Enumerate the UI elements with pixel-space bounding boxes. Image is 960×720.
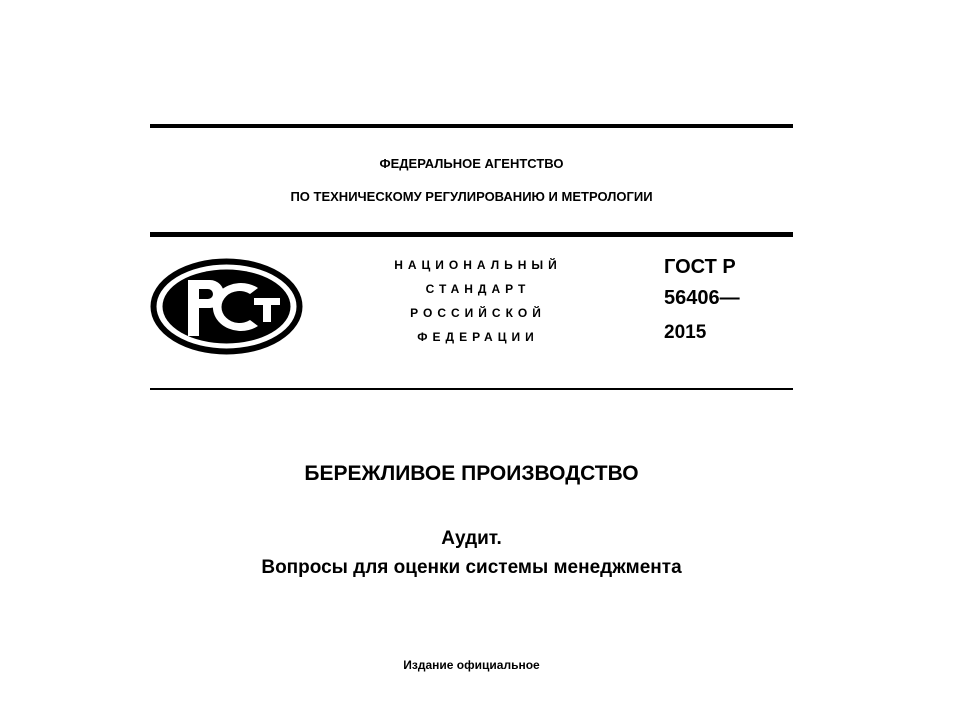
standard-type-line2: СТАНДАРТ: [425, 282, 531, 296]
agency-name-line1: ФЕДЕРАЛЬНОЕ АГЕНТСТВО: [379, 156, 564, 171]
header-rule: [150, 232, 793, 237]
bottom-rule: [150, 388, 793, 390]
standard-type-line1: НАЦИОНАЛЬНЫЙ: [394, 258, 562, 272]
standard-type-line4: ФЕДЕРАЦИИ: [417, 330, 539, 344]
document-subtitle-line2: Вопросы для оценки системы менеджмента: [261, 557, 682, 578]
gost-designation-year: 2015: [664, 322, 707, 343]
gost-designation-line1: ГОСТ Р: [664, 256, 736, 278]
agency-name-line2: ПО ТЕХНИЧЕСКОМУ РЕГУЛИРОВАНИЮ И МЕТРОЛОГИИ: [290, 189, 653, 204]
rst-certification-mark-icon: [150, 258, 303, 355]
top-rule: [150, 124, 793, 128]
gost-designation-line2: 56406—: [664, 287, 740, 309]
standard-type-line3: РОССИЙСКОЙ: [410, 306, 546, 320]
document-subtitle-line1: Аудит.: [441, 528, 502, 549]
edition-note: Издание официальное: [403, 658, 540, 672]
document-title: БЕРЕЖЛИВОЕ ПРОИЗВОДСТВО: [304, 462, 639, 485]
